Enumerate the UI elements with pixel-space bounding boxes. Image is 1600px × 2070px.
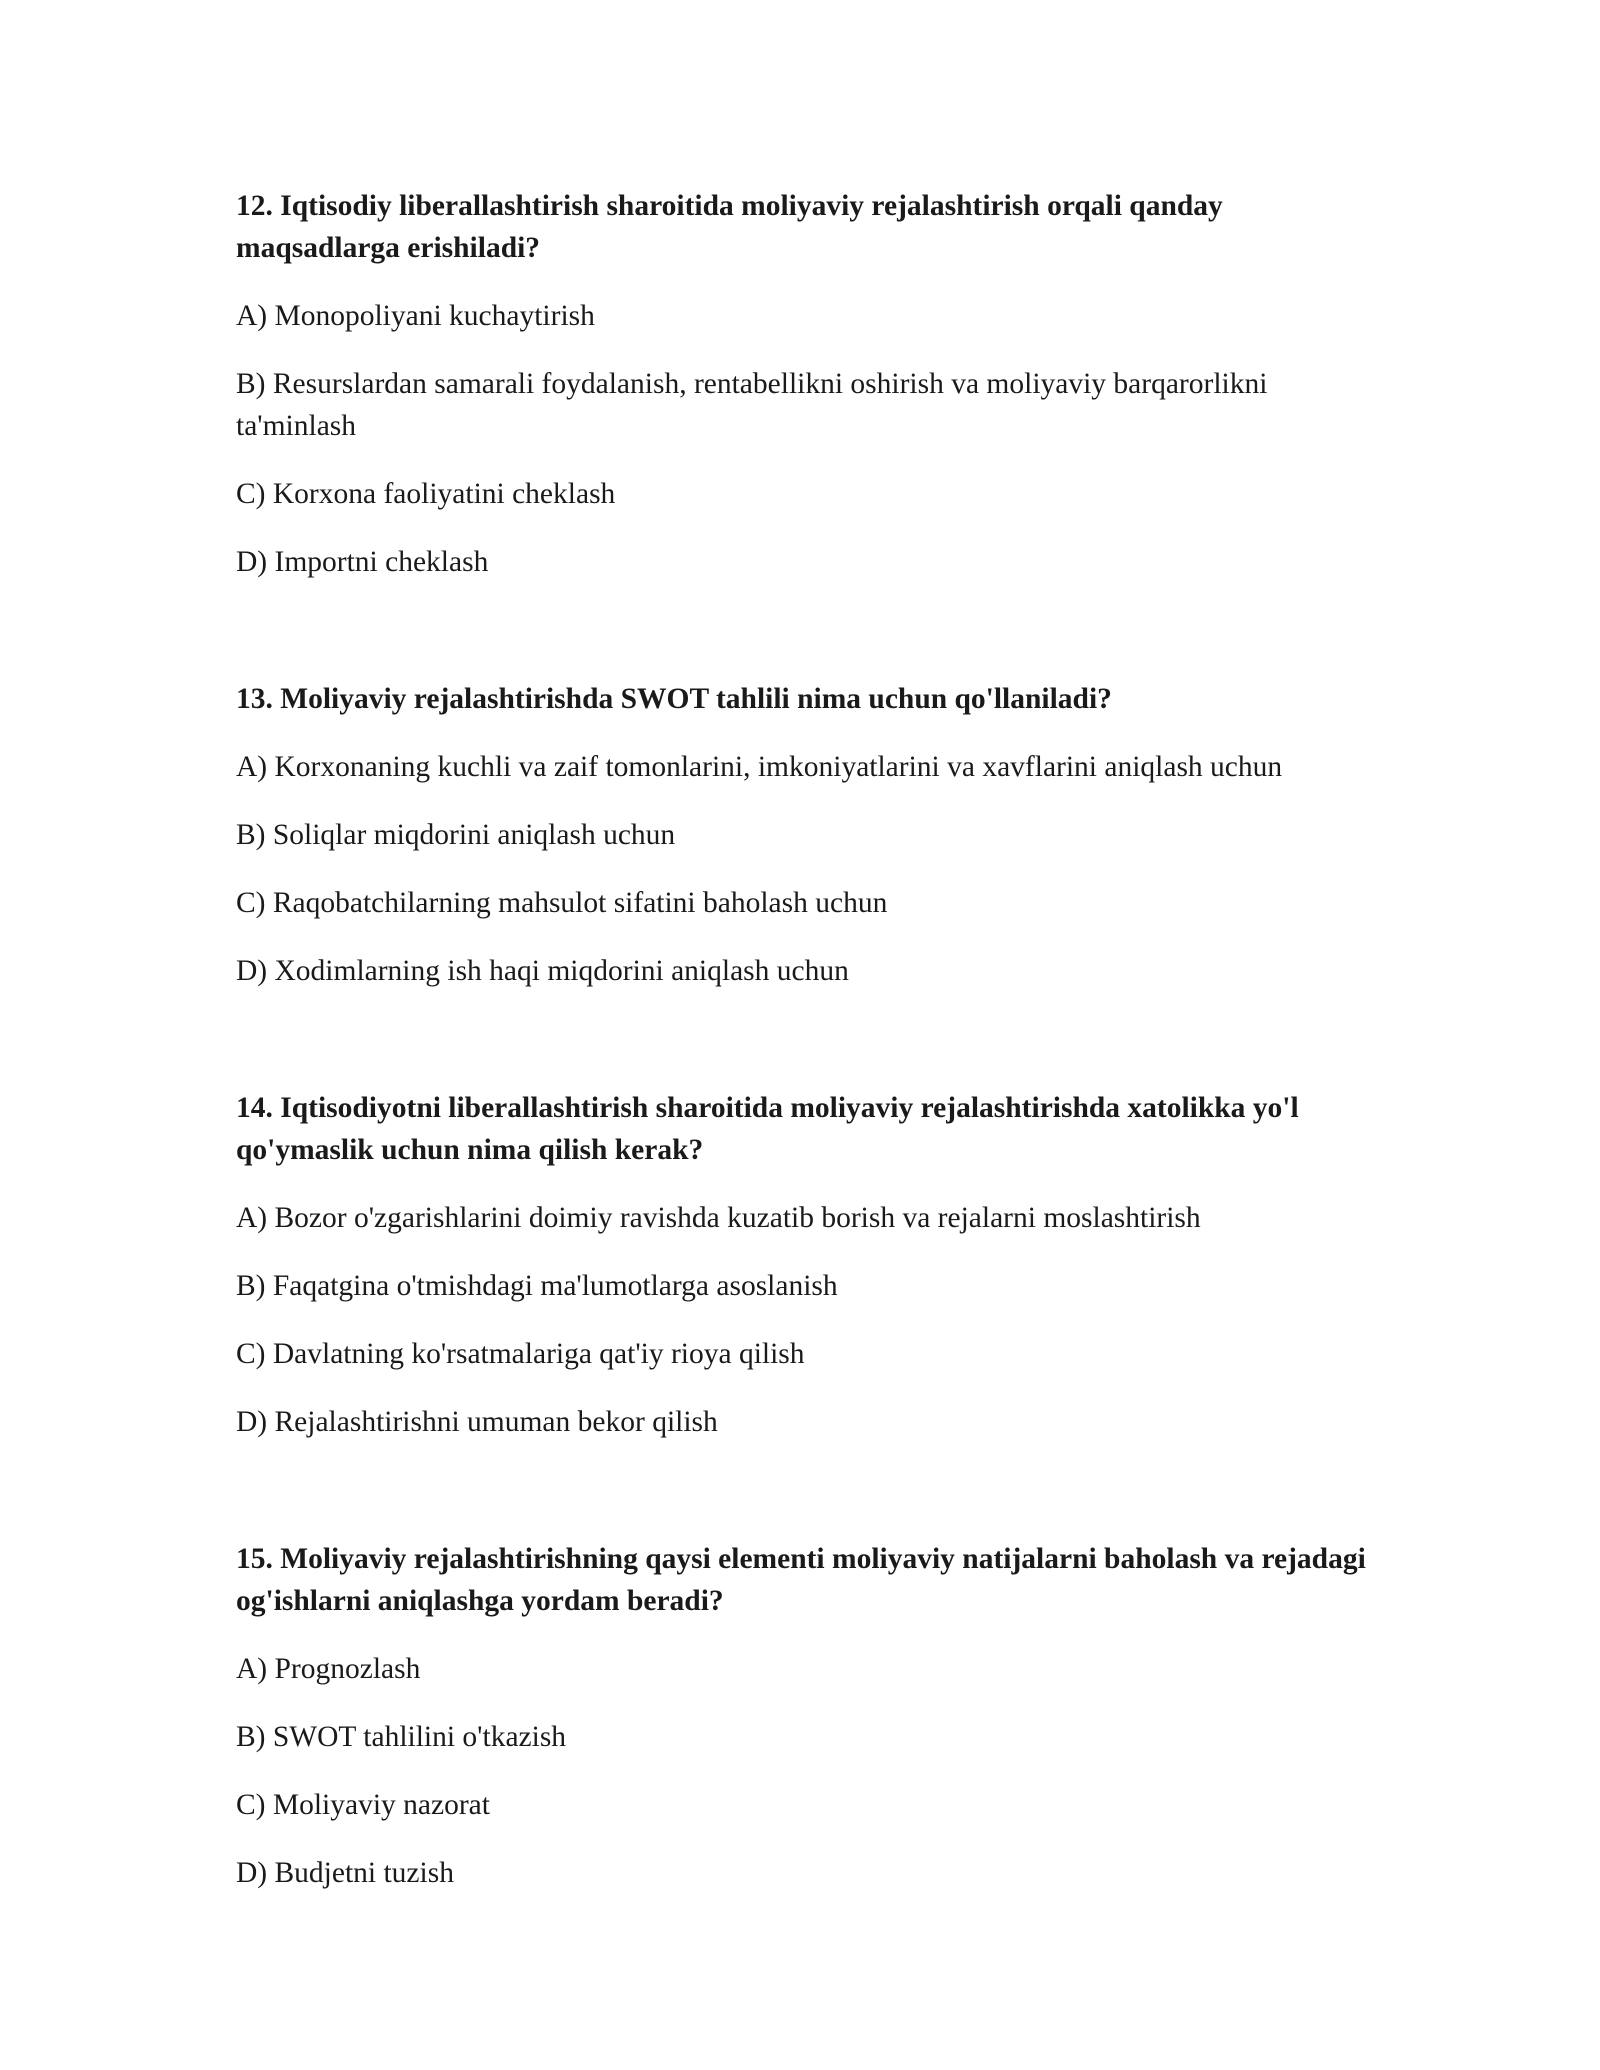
question-14 <box>236 1087 1376 1443</box>
question-15 <box>236 1538 1376 1894</box>
option-a: A) Monopoliyani kuchaytirish <box>236 300 595 332</box>
option-a: A) Korxonaning kuchli va zaif tomonlarini, imkoniyatlarini va xavflarini aniqlash uchun <box>236 751 1283 783</box>
question-text: 14. Iqtisodiyotni liberallashtirish sharoitida moliyaviy rejalashtirishda xatolikka yo'l qo'ymaslik uchun nima qilish kerak? <box>236 1092 1299 1166</box>
option-b: B) Soliqlar miqdorini aniqlash uchun <box>236 819 676 851</box>
option-d: D) Rejalashtirishni umuman bekor qilish <box>236 1406 718 1438</box>
question-13 <box>236 678 1376 992</box>
option-c: C) Davlatning ko'rsatmalariga qat'iy rioya qilish <box>236 1338 805 1370</box>
option-b: B) Resurslardan samarali foydalanish, rentabellikni oshirish va moliyaviy barqarorlikni ta'minlash <box>236 368 1268 442</box>
option-d: D) Importni cheklash <box>236 546 489 578</box>
option-d: D) Budjetni tuzish <box>236 1857 454 1889</box>
option-c: C) Moliyaviy nazorat <box>236 1789 490 1821</box>
option-d: D) Xodimlarning ish haqi miqdorini aniqlash uchun <box>236 955 849 987</box>
document-page <box>236 185 1376 1894</box>
option-b: B) SWOT tahlilini o'tkazish <box>236 1721 567 1753</box>
option-a: A) Prognozlash <box>236 1653 421 1685</box>
question-text: 12. Iqtisodiy liberallashtirish sharoitida moliyaviy rejalashtirish orqali qanday maqsadlarga erishiladi? <box>236 190 1223 264</box>
option-c: C) Korxona faoliyatini cheklash <box>236 478 616 510</box>
question-12 <box>236 185 1376 583</box>
question-text: 13. Moliyaviy rejalashtirishda SWOT tahlili nima uchun qo'llaniladi? <box>236 683 1112 715</box>
question-text: 15. Moliyaviy rejalashtirishning qaysi elementi moliyaviy natijalarni baholash va rejadagi og'ishlarni aniqlashga yordam beradi? <box>236 1543 1366 1617</box>
option-c: C) Raqobatchilarning mahsulot sifatini baholash uchun <box>236 887 888 919</box>
option-b: B) Faqatgina o'tmishdagi ma'lumotlarga asoslanish <box>236 1270 838 1302</box>
option-a: A) Bozor o'zgarishlarini doimiy ravishda kuzatib borish va rejalarni moslashtirish <box>236 1202 1201 1234</box>
